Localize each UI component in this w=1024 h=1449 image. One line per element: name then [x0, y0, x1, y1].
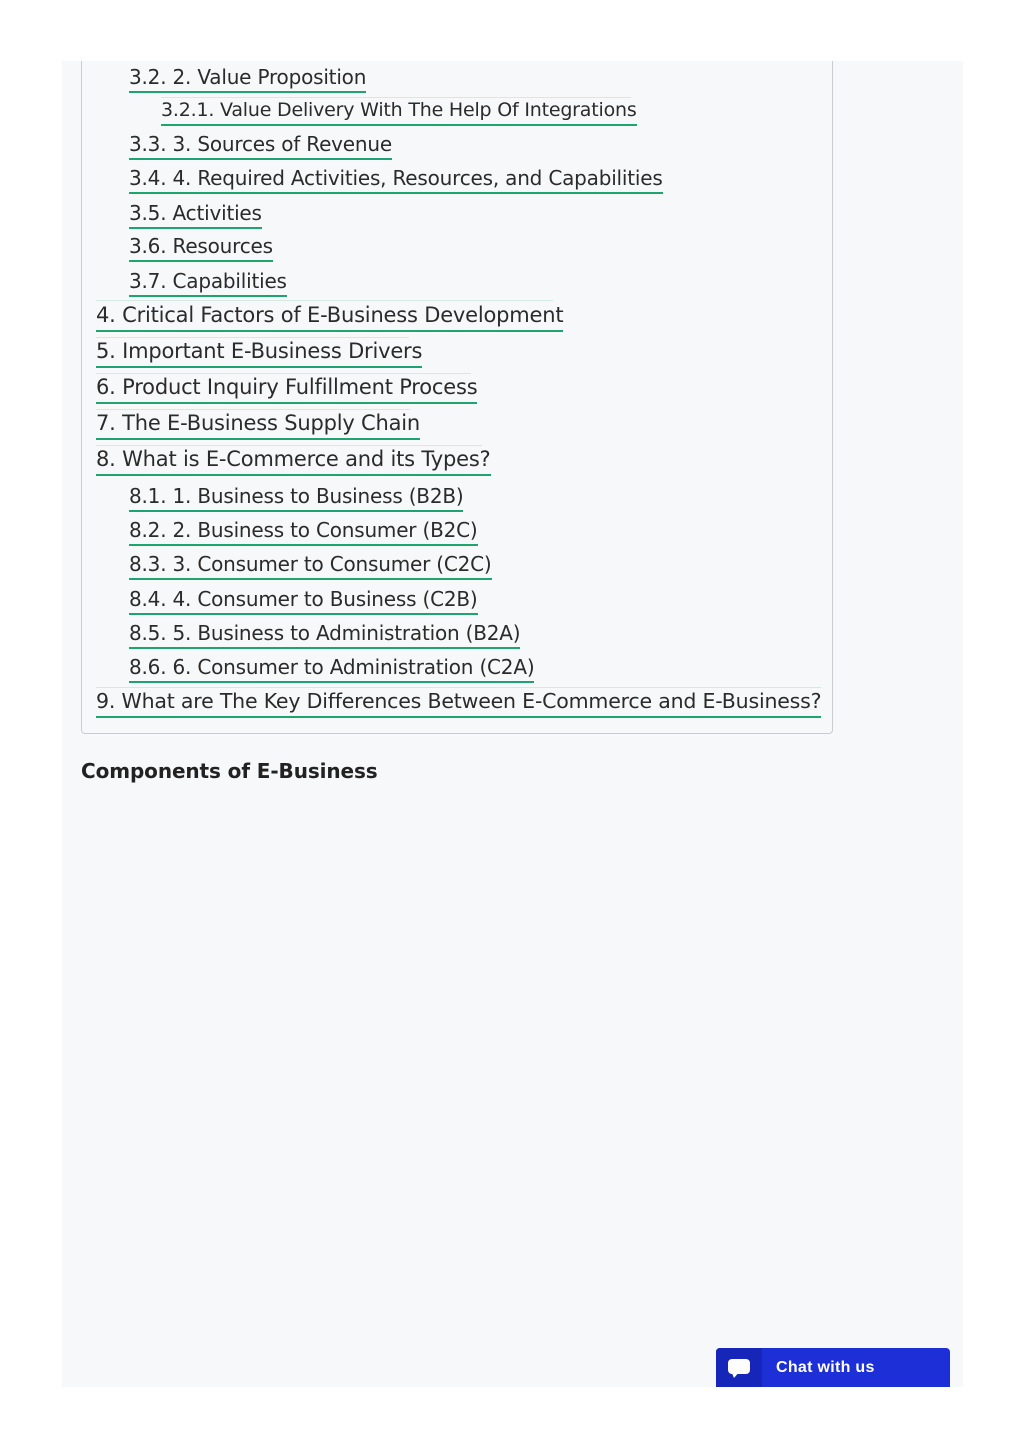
toc-link-3-3[interactable] [129, 134, 392, 160]
toc-link-label: 8.3. 3. Consumer to Consumer (C2C) [129, 552, 492, 576]
toc-separator [96, 409, 410, 410]
toc-separator [96, 300, 553, 301]
toc-link-label: 8.4. 4. Consumer to Business (C2B) [129, 587, 478, 611]
chat-bubble-icon [728, 1359, 750, 1376]
toc-link-5[interactable] [96, 341, 422, 368]
toc-separator [96, 337, 409, 338]
toc-separator [96, 373, 471, 374]
toc-link-3-2-1[interactable] [161, 101, 637, 126]
toc-link-label: 6. Product Inquiry Fulfillment Process [96, 375, 478, 399]
toc-link-3-7[interactable] [129, 271, 287, 297]
toc-link-label: 8. What is E-Commerce and its Types? [96, 447, 491, 471]
toc-link-3-6[interactable] [129, 236, 273, 262]
toc-link-label: 3.6. Resources [129, 234, 273, 258]
toc-link-8[interactable] [96, 449, 491, 476]
toc-link-8-2[interactable] [129, 520, 478, 546]
toc-link-label: 5. Important E-Business Drivers [96, 339, 423, 363]
section-heading: Components of E-Business [81, 759, 378, 783]
toc-link-6[interactable] [96, 377, 477, 404]
toc-link-8-5[interactable] [129, 623, 520, 649]
toc-link-label: 8.1. 1. Business to Business (B2B) [129, 484, 464, 508]
toc-link-label: 7. The E-Business Supply Chain [96, 411, 421, 435]
toc-link-3-5[interactable] [129, 203, 262, 229]
toc-link-8-6[interactable] [129, 657, 534, 683]
chat-label: Chat with us [776, 1358, 875, 1376]
chat-with-us-button[interactable] [716, 1348, 950, 1387]
toc-link-9[interactable] [96, 691, 821, 718]
toc-separator [96, 687, 821, 688]
chat-icon-container [716, 1348, 762, 1387]
toc-link-8-1[interactable] [129, 486, 463, 512]
toc-link-label: 8.6. 6. Consumer to Administration (C2A) [129, 655, 535, 679]
toc-link-4[interactable] [96, 305, 563, 332]
toc-separator [161, 97, 631, 98]
toc-link-label: 3.3. 3. Sources of Revenue [129, 132, 392, 156]
toc-link-label: 3.7. Capabilities [129, 269, 287, 293]
toc-link-label: 3.4. 4. Required Activities, Resources, and Capabilities [129, 166, 663, 190]
toc-link-label: 3.2.1. Value Delivery With The Help Of Integrations [161, 99, 637, 121]
toc-link-3-4[interactable] [129, 168, 663, 194]
toc-link-label: 3.2. 2. Value Proposition [129, 65, 367, 89]
toc-link-8-3[interactable] [129, 554, 492, 580]
toc-link-label: 3.5. Activities [129, 201, 262, 225]
toc-link-label: 8.2. 2. Business to Consumer (B2C) [129, 518, 478, 542]
toc-separator [96, 445, 482, 446]
toc-link-3-2[interactable] [129, 67, 366, 93]
toc-link-label: 8.5. 5. Business to Administration (B2A) [129, 621, 521, 645]
toc-link-label: 4. Critical Factors of E-Business Development [96, 303, 564, 327]
toc-link-7[interactable] [96, 413, 420, 440]
toc-link-label: 9. What are The Key Differences Between E-Commerce and E-Business? [96, 689, 822, 713]
toc-link-8-4[interactable] [129, 589, 478, 615]
